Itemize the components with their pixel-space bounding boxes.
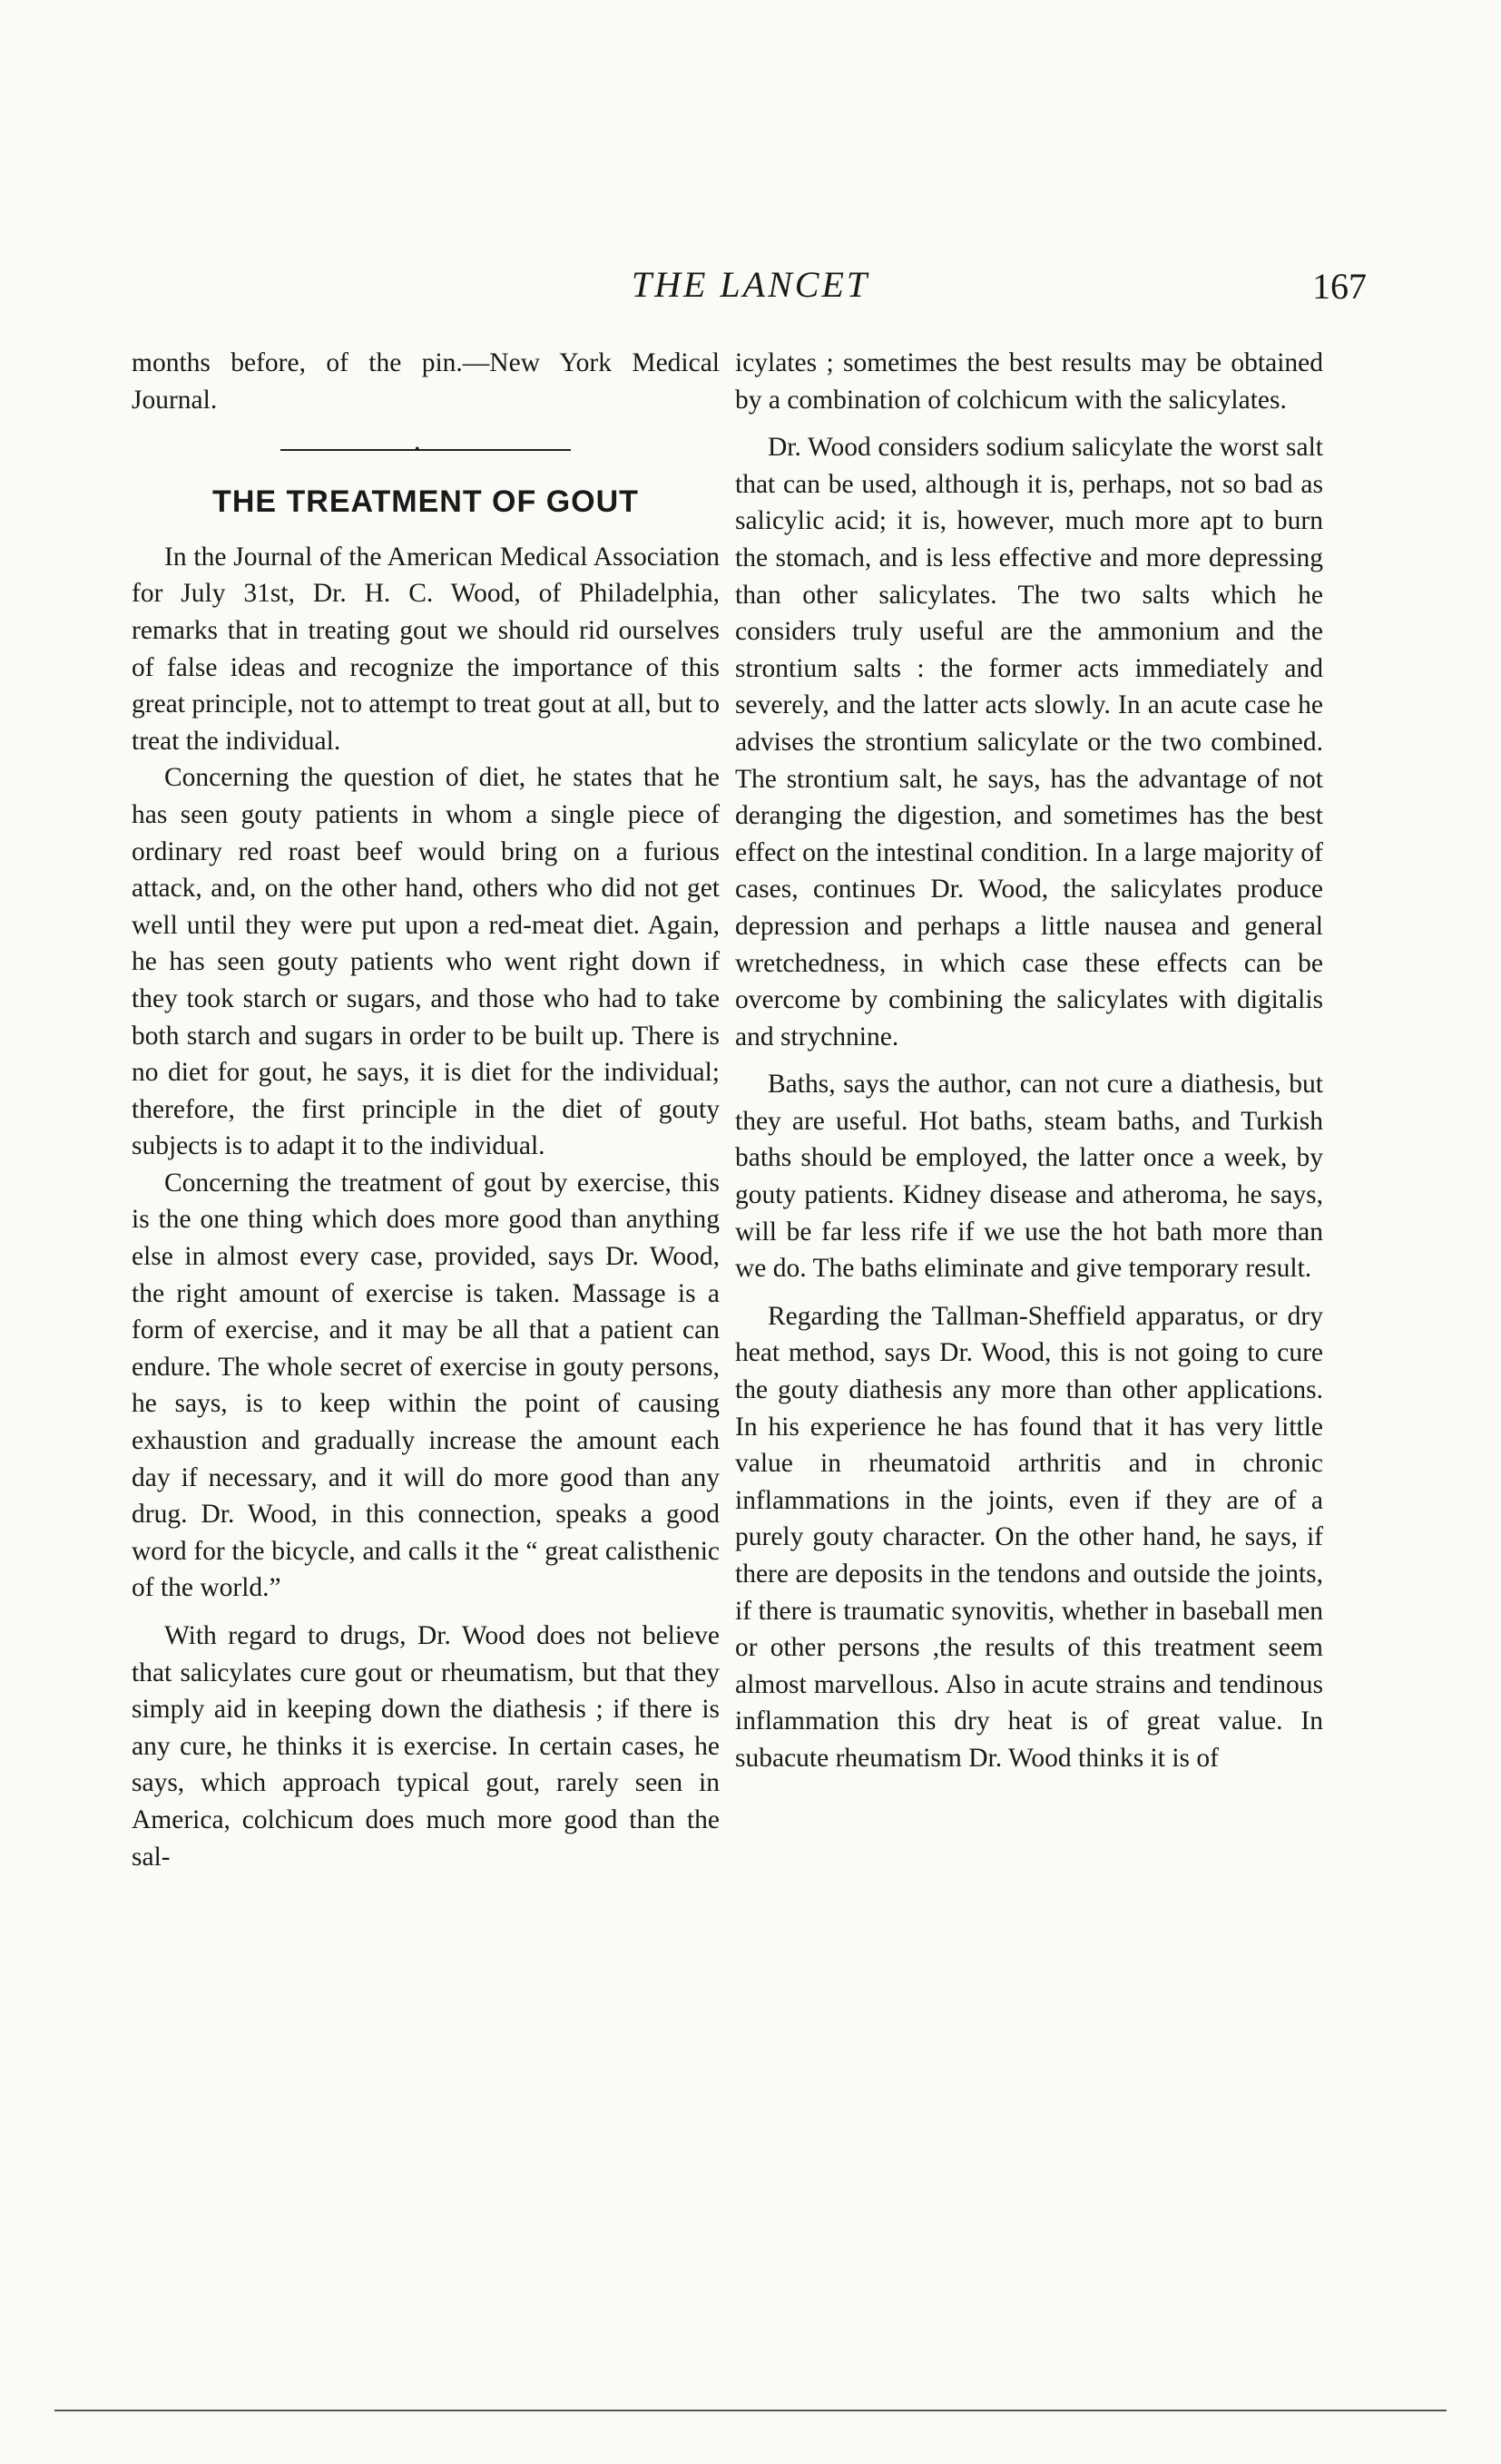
bottom-rule	[54, 2410, 1447, 2411]
running-head: THE LANCET	[631, 264, 870, 305]
right-column	[735, 345, 1323, 1777]
article-paragraph: Concerning the treatment of gout by exercise, this is the one thing which does more good than anything else in almost every case, provided, says Dr. Wood, the right amount of exercise is taken. Massage is a form of exercise, and it may be all that a patient can endure. The whole secret of exercise in gouty persons, he says, is to keep within the point of causing exhaustion and gradually increase the amount each day if necessary, and it will do more good than any drug. Dr. Wood, in this connection, speaks a good word for the bicycle, and calls it the “ great calisthenic of the world.”	[132, 1168, 720, 1603]
article-paragraph: Concerning the question of diet, he states that he has seen gouty patients in whom a single piece of ordinary red roast beef would bring on a furious attack, and, on the other hand, others who did not get well until they were put upon a red-meat diet. Again, he has seen gouty patients who went right down if they took starch or sugars, and those who had to take both starch and sugars in order to be built up. There is no diet for gout, he says, it is diet for the individual; therefore, the first principle in the diet of gouty subjects is to adapt it to the individual.	[132, 763, 720, 1161]
article-paragraph: In the Journal of the American Medical Association for July 31st, Dr. H. C. Wood, of Philadelphia, remarks that in treating gout we should rid ourselves of false ideas and recognize the importance of this great principle, not to attempt to treat gout at all, but to treat the individual.	[132, 542, 721, 756]
article-paragraph: Regarding the Tallman-Sheffield apparatus, or dry heat method, says Dr. Wood, this is not going to cure the gouty diathesis any more than other applications. In his experience he has found that it has very little value in rheumatoid arthritis and in chronic inflammations in the joints, even if they are of a purely gouty character. On the other hand, he says, if there are deposits in the tendons and outside the joints, if there is traumatic synovitis, whether in baseball men or other persons ,the results of this treatment seem almost marvellous. Also in acute strains and tendinous inflammation this dry heat is of great value. In subacute rheumatism Dr. Wood thinks it is of	[735, 1301, 1323, 1773]
article-paragraph: icylates ; sometimes the best results may be obtained by a combination of colchicum with the salicylates.	[735, 348, 1323, 415]
continuation-text: months before, of the pin.—New York Medical Journal.	[132, 348, 720, 415]
section-divider	[280, 442, 571, 458]
article-paragraph: Baths, says the author, can not cure a diathesis, but they are useful. Hot baths, steam baths, and Turkish baths should be employed, the latter once a week, by gouty patients. Kidney disease and atheroma, he says, will be far less rife if we use the hot bath more than we do. The baths eliminate and give temporary result.	[735, 1070, 1323, 1284]
article-paragraph: With regard to drugs, Dr. Wood does not believe that salicylates cure gout or rheumatism, but that they simply aid in keeping down the diathesis ; if there is any cure, he thinks it is exercise. In certain cases, he says, which approach typical gout, rarely seen in America, colchicum does much more good than the sal-	[132, 1621, 720, 1872]
left-column	[132, 345, 720, 1875]
page-number: 167	[1312, 266, 1367, 307]
article-paragraph: Dr. Wood considers sodium salicylate the worst salt that can be used, although it is, perhaps, not so bad as salicylic acid; it is, however, much more apt to burn the stomach, and is less effective and more depressing than other salicylates. The two salts which he considers truly useful are the ammonium and the strontium salts : the former acts immediately and severely, and the latter acts slowly. In an acute case he advises the strontium salicylate or the two combined. The strontium salt, he says, has the advantage of not deranging the digestion, and sometimes has the best effect on the intestinal condition. In a large majority of cases, continues Dr. Wood, the salicylates produce depression and perhaps a little nausea and general wretchedness, in which case these effects can be overcome by combining the salicylates with digitalis and strychnine.	[735, 433, 1323, 1051]
divider-ornament: •	[415, 442, 420, 458]
article-heading: THE TREATMENT OF GOUT	[212, 484, 639, 520]
